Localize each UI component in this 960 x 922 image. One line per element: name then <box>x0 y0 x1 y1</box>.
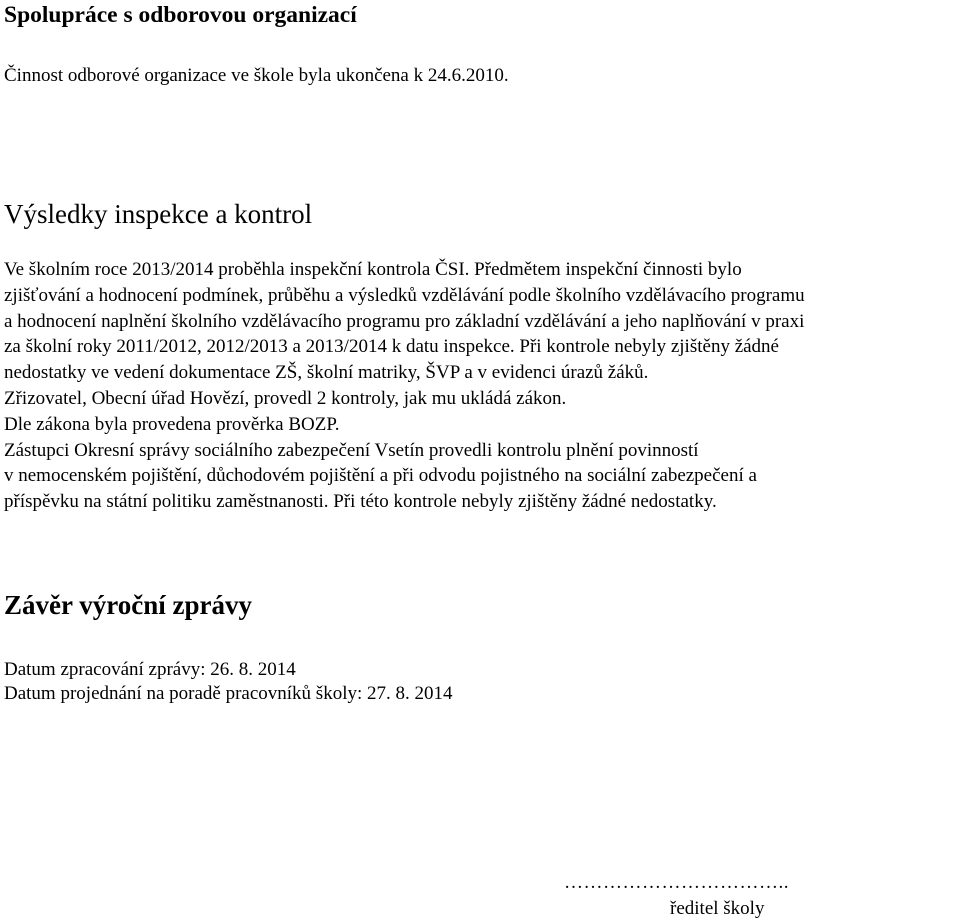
inspection-line: za školní roky 2011/2012, 2012/2013 a 2013/2014 k datu inspekce. Při kontrole nebyly zjištěny žádné <box>4 336 779 358</box>
inspection-line: Dle zákona byla provedena prověrka BOZP. <box>4 413 340 435</box>
inspection-line: a hodnocení naplnění školního vzdělávacího programu pro základní vzdělávání a jeho naplňování v praxi <box>4 310 805 332</box>
inspection-text <box>4 257 954 515</box>
cooperation-text: Činnost odborové organizace ve škole byla ukončena k 24.6.2010. <box>4 65 509 86</box>
conclusion-dates <box>4 658 453 706</box>
processed-date: Datum zpracování zprávy: 26. 8. 2014 <box>4 659 296 680</box>
section-heading-inspection: Výsledky inspekce a kontrol <box>4 199 313 229</box>
section-heading-conclusion: Závěr výroční zprávy <box>4 590 252 620</box>
inspection-line: zjišťování a hodnocení podmínek, průběhu a výsledků vzdělávání podle školního vzdělávacího programu <box>4 284 805 306</box>
inspection-line: příspěvku na státní politiku zaměstnanosti. Při této kontrole nebyly zjištěny žádné nedostatky. <box>4 491 717 513</box>
signature-line: …………………………….. <box>564 872 789 893</box>
signature-title: ředitel školy <box>670 898 765 919</box>
signature-block <box>564 870 864 922</box>
section-heading-cooperation: Spolupráce s odborovou organizací <box>4 2 357 28</box>
inspection-line: Ve školním roce 2013/2014 proběhla inspekční kontrola ČSI. Předmětem inspekční činnosti bylo <box>4 259 742 280</box>
inspection-line: Zástupci Okresní správy sociálního zabezpečení Vsetín provedli kontrolu plnění povinností <box>4 439 699 461</box>
inspection-line: Zřizovatel, Obecní úřad Hovězí, provedl 2 kontroly, jak mu ukládá zákon. <box>4 387 567 409</box>
discussed-date: Datum projednání na poradě pracovníků školy: 27. 8. 2014 <box>4 683 453 704</box>
inspection-line: nedostatky ve vedení dokumentace ZŠ, školní matriky, ŠVP a v evidenci úrazů žáků. <box>4 362 649 384</box>
inspection-line: v nemocenském pojištění, důchodovém pojištění a při odvodu pojistného na sociální zabezpečení a <box>4 465 757 487</box>
